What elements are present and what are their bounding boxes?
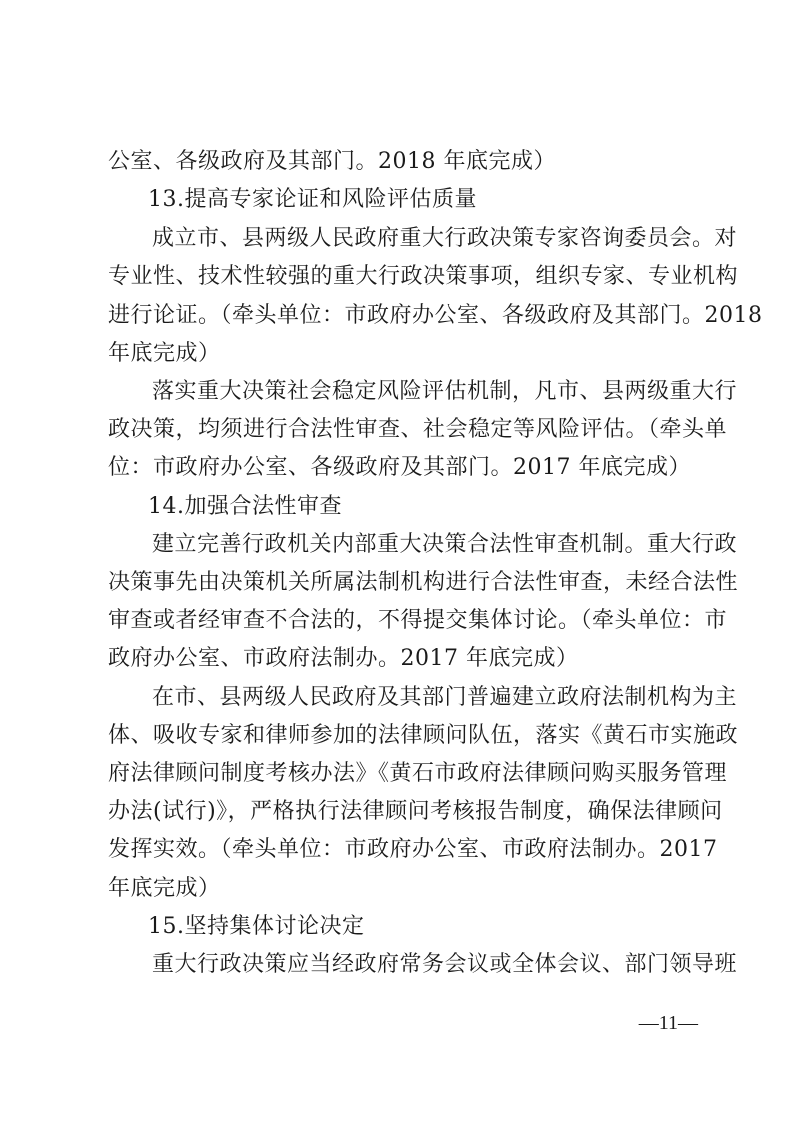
text-line: 府法律顾问制度考核办法》《黄石市政府法律顾问购买服务管理: [108, 761, 728, 786]
text-line: 政府办公室、市政府法制办。2017 年底完成）: [108, 646, 579, 671]
text-line: 政决策，均须进行合法性审查、社会稳定等风险评估。（牵头单: [108, 417, 728, 442]
text-line: 专业性、技术性较强的重大行政决策事项，组织专家、专业机构: [108, 264, 739, 289]
text-line: 体、吸收专家和律师参加的法律顾问队伍，落实《黄石市实施政: [108, 723, 739, 748]
text-line: 建立完善行政机关内部重大决策合法性审查机制。重大行政: [152, 532, 738, 557]
text-line: 审查或者经审查不合法的，不得提交集体讨论。（牵头单位：市: [108, 608, 728, 633]
text-line: 进行论证。（牵头单位：市政府办公室、各级政府及其部门。2018: [108, 303, 763, 328]
page-number: —11—: [638, 1012, 698, 1034]
text-line: 发挥实效。（牵头单位：市政府办公室、市政府法制办。2017: [108, 837, 718, 862]
text-line: 重大行政决策应当经政府常务会议或全体会议、部门领导班: [152, 952, 738, 977]
section-heading: 13.提高专家论证和风险评估质量: [148, 187, 477, 212]
section-heading: 14.加强合法性审查: [148, 494, 342, 519]
text-line: 年底完成）: [108, 341, 221, 366]
text-line: 落实重大决策社会稳定风险评估机制，凡市、县两级重大行: [152, 379, 738, 404]
text-line: 办法(试行)》，严格执行法律顾问考核报告制度，确保法律顾问: [108, 799, 723, 824]
text-line: 公室、各级政府及其部门。2018 年底完成）: [108, 149, 556, 174]
text-line: 成立市、县两级人民政府重大行政决策专家咨询委员会。对: [152, 226, 738, 251]
text-line: 在市、县两级人民政府及其部门普遍建立政府法制机构为主: [152, 685, 738, 710]
text-line: 年底完成）: [108, 876, 221, 901]
text-line: 决策事先由决策机关所属法制机构进行合法性审查，未经合法性: [108, 570, 739, 595]
section-heading: 15.坚持集体讨论决定: [148, 914, 365, 939]
text-line: 位：市政府办公室、各级政府及其部门。2017 年底完成）: [108, 455, 691, 480]
